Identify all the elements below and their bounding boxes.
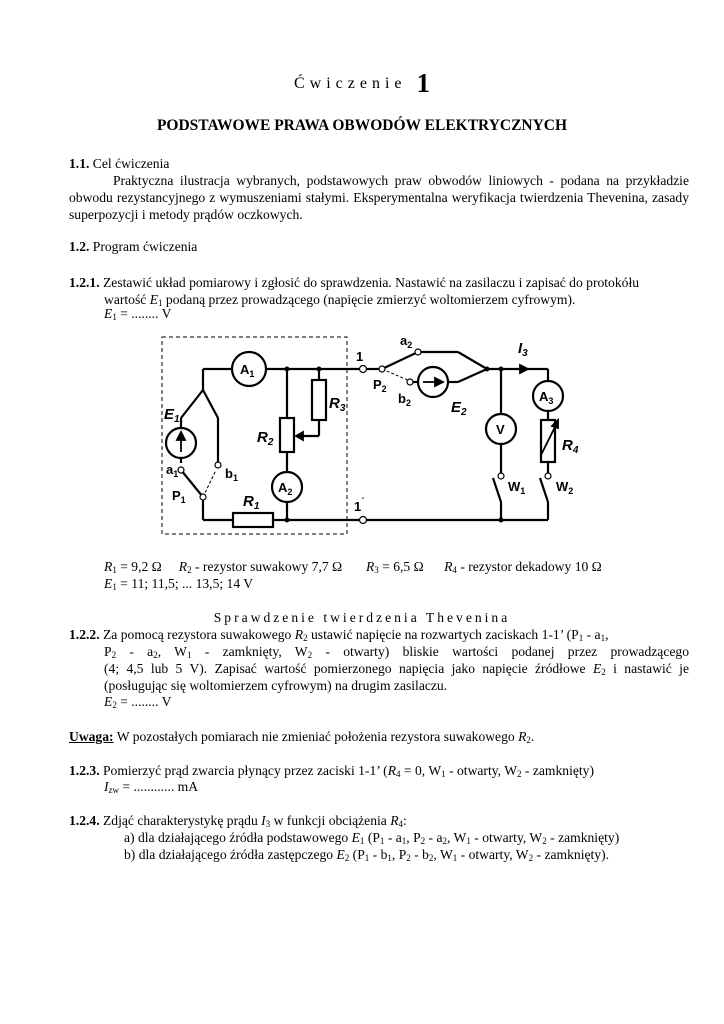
note: [69, 728, 534, 749]
subscript: 2: [187, 565, 192, 575]
label-e2: $E_2$: [451, 399, 467, 418]
note-text: W pozostałych pomiarach nie zmieniać położenia rezystora suwakowego: [113, 729, 519, 744]
text: .: [530, 729, 535, 744]
text: , W: [447, 830, 467, 845]
subscript: 1: [401, 836, 407, 846]
text: w funkcji obciążenia: [270, 813, 391, 828]
exercise-number: 1: [416, 68, 431, 98]
label-node-1-prime: 1´: [354, 497, 365, 514]
text: - a: [425, 830, 443, 845]
text: (P: [364, 830, 380, 845]
label-r1: $R_1$: [243, 493, 260, 512]
text: wartość: [104, 292, 150, 307]
text: - b: [410, 847, 429, 862]
subscript: 2: [542, 836, 547, 846]
subscript: 2: [112, 700, 117, 710]
r4-value: - rezystor dekadowy 10 Ω: [456, 559, 602, 574]
label-b1-contact: $b_1$: [225, 466, 238, 483]
label-p1: $P_1$: [172, 488, 186, 505]
label-p2: $P_2$: [373, 377, 387, 394]
note-label: Uwaga:: [69, 729, 114, 744]
text: b) dla działającego źródła zastępczego: [124, 847, 337, 862]
page-title: PODSTAWOWE PRAWA OBWODÓW ELEKTRYCZNYCH: [156, 117, 568, 134]
subscript: 2: [428, 853, 434, 863]
subscript: 1: [112, 582, 117, 592]
label-v: V: [496, 422, 505, 437]
subscript: 1: [158, 298, 163, 308]
subscript: 1: [364, 853, 370, 863]
resistor-r2: [280, 418, 294, 452]
subscript: 2: [303, 633, 308, 643]
resistor-r3: [312, 380, 326, 420]
label-a1-contact: $a_1$: [166, 462, 179, 479]
label-a2-contact: $a_2$: [400, 333, 413, 350]
subscript: 1: [466, 836, 471, 846]
text: - zamknięty, W: [191, 644, 308, 659]
text: Pomierzyć prąd zwarcia płynący przez zaciski 1-1’ (: [103, 763, 388, 778]
symbol-r: R: [387, 763, 397, 778]
text: Za pomocą rezystora suwakowego: [103, 627, 295, 642]
r2-value: - rezystor suwakowy 7,7 Ω: [191, 559, 343, 574]
symbol-e: E: [104, 306, 113, 321]
label-node-1: 1: [356, 349, 364, 364]
text: - zamknięty): [521, 763, 595, 778]
label-e1: $E_1$: [164, 406, 180, 425]
label-r4: $R_4$: [562, 437, 579, 456]
exercise-word: Ćwiczenie: [293, 75, 407, 92]
resistor-r1: [233, 513, 273, 527]
thevenin-heading: Sprawdzenie twierdzenia Thevenina: [213, 610, 511, 625]
subscript: 1: [187, 650, 192, 660]
section-1-2-4-b: [124, 846, 609, 867]
text: - a: [583, 627, 601, 642]
text: i nastawić je: [605, 661, 689, 676]
subscript: 1: [387, 853, 392, 863]
text: = 0, W: [400, 763, 442, 778]
label-a1: $A_1$: [240, 362, 255, 379]
izw-value-line: [104, 778, 198, 799]
subscript: 1: [441, 769, 446, 779]
text: podaną przez prowadzącego (napięcie zmierzyć woltomierzem cyfrowym).: [162, 292, 576, 307]
text: - zamknięty).: [533, 847, 610, 862]
label-r2: $R_2$: [257, 429, 274, 448]
symbol-p: P: [104, 644, 112, 659]
subscript: 2: [111, 650, 117, 660]
subscript: 4: [452, 565, 457, 575]
symbol-e: E: [592, 661, 602, 676]
subscript: 2: [442, 836, 447, 846]
section-1-2-2-line4: (posługując się woltomierzem cyfrowym) na drugim zasilaczu.: [104, 678, 448, 693]
subscript: 1: [379, 836, 385, 846]
symbol-e: E: [149, 292, 158, 307]
subscript: 2: [153, 650, 158, 660]
section-number: 1.2.4.: [69, 813, 100, 828]
symbol-r: R: [178, 559, 188, 574]
section-heading: Program ćwiczenia: [92, 239, 198, 254]
text: ,: [605, 627, 609, 642]
text: - b: [369, 847, 388, 862]
section-number: 1.2.1.: [69, 275, 100, 290]
subscript: 2: [344, 853, 350, 863]
label-r3: $R_3$: [329, 395, 346, 414]
text: - otwarty) bliskie wartości podanej przez prowadzącego: [312, 644, 689, 659]
label-a3: $A_3$: [539, 389, 554, 406]
text: ustawić napięcie na rozwartych zaciskach 1-1’ (P: [307, 627, 579, 642]
r3-value: = 6,5 Ω: [378, 559, 424, 574]
r1-value: = 9,2 Ω: [116, 559, 162, 574]
symbol-r: R: [294, 627, 304, 642]
text: Zestawić układ pomiarowy i zgłosić do sprawdzenia. Nastawić na zasilaczu i zapisać do protokółu: [103, 275, 640, 290]
text: a) dla działającego źródła podstawowego: [124, 830, 352, 845]
subscript: 1: [578, 633, 584, 643]
e2-value-line: [104, 693, 171, 714]
e1-values: = 11; 11,5; ... 13,5; 14 V: [116, 576, 254, 591]
symbol-r: R: [104, 559, 113, 574]
label-a2: $A_2$: [278, 480, 293, 497]
text: , P: [391, 847, 407, 862]
subscript: 1: [600, 633, 606, 643]
text: , P: [406, 830, 421, 845]
symbol-r: R: [365, 559, 375, 574]
subscript: 4: [396, 769, 401, 779]
subscript: 4: [398, 819, 404, 829]
text: - a: [116, 644, 154, 659]
section-number: 1.2.: [69, 239, 90, 254]
section-number: 1.2.3.: [69, 763, 100, 778]
section-heading: Cel ćwiczenia: [92, 156, 170, 171]
symbol-e: E: [104, 694, 113, 709]
params-line-2: [104, 575, 253, 596]
symbol-i: I: [104, 779, 109, 794]
subscript: 3: [374, 565, 379, 575]
text: (4; 4,5 lub 5 V). Zapisać wartość pomierzonego napięcia jako napięcie źródłowe: [104, 661, 593, 676]
text: - a: [384, 830, 402, 845]
subscript: 2: [307, 650, 313, 660]
subscript: 2: [517, 769, 522, 779]
symbol-e: E: [336, 847, 345, 862]
subscript: 1: [359, 836, 365, 846]
e1-value: = ........ V: [116, 306, 172, 321]
text: , W: [157, 644, 187, 659]
e2-value: = ........ V: [116, 694, 172, 709]
text: - otwarty, W: [470, 830, 543, 845]
subscript: zw: [108, 785, 120, 795]
section-1-1-text: Praktyczna ilustracja wybranych, podstawowych praw obwodów liniowych - podana na przykładzie obwodu rezystancyjnego z wymuszeniami stałymi. Eksperymentalna weryfikacja twierdzenia Thevenina, zasady superpozycji i metody prądów oczkowych.: [69, 173, 689, 222]
text: :: [403, 813, 407, 828]
label-w1: $W_1$: [508, 479, 526, 496]
symbol-r: R: [518, 729, 527, 744]
text: - otwarty, W: [457, 847, 529, 862]
symbol-i: I: [261, 813, 266, 828]
symbol-e: E: [351, 830, 360, 845]
symbol-r: R: [444, 559, 453, 574]
symbol-e: E: [104, 576, 113, 591]
section-number: 1.2.2.: [69, 627, 100, 642]
label-w2: $W_2$: [556, 479, 574, 496]
label-b2-contact: $b_2$: [398, 391, 411, 408]
subscript: 3: [265, 819, 271, 829]
subscript: 1: [112, 312, 117, 322]
subscript: 2: [406, 853, 411, 863]
subscript: 1: [452, 853, 458, 863]
subscript: 2: [526, 735, 531, 745]
text: Zdjąć charakterystykę prądu: [103, 813, 262, 828]
subscript: 2: [528, 853, 534, 863]
text: - otwarty, W: [445, 763, 518, 778]
symbol-r: R: [390, 813, 399, 828]
izw-value: = ............ mA: [119, 779, 199, 794]
section-number: 1.1.: [69, 156, 90, 171]
subscript: 2: [601, 667, 606, 677]
text: (P: [349, 847, 365, 862]
subscript: 2: [420, 836, 426, 846]
text: - zamknięty): [546, 830, 620, 845]
text: , W: [433, 847, 453, 862]
subscript: 1: [112, 565, 117, 575]
label-i3: $I_3$: [518, 340, 528, 359]
